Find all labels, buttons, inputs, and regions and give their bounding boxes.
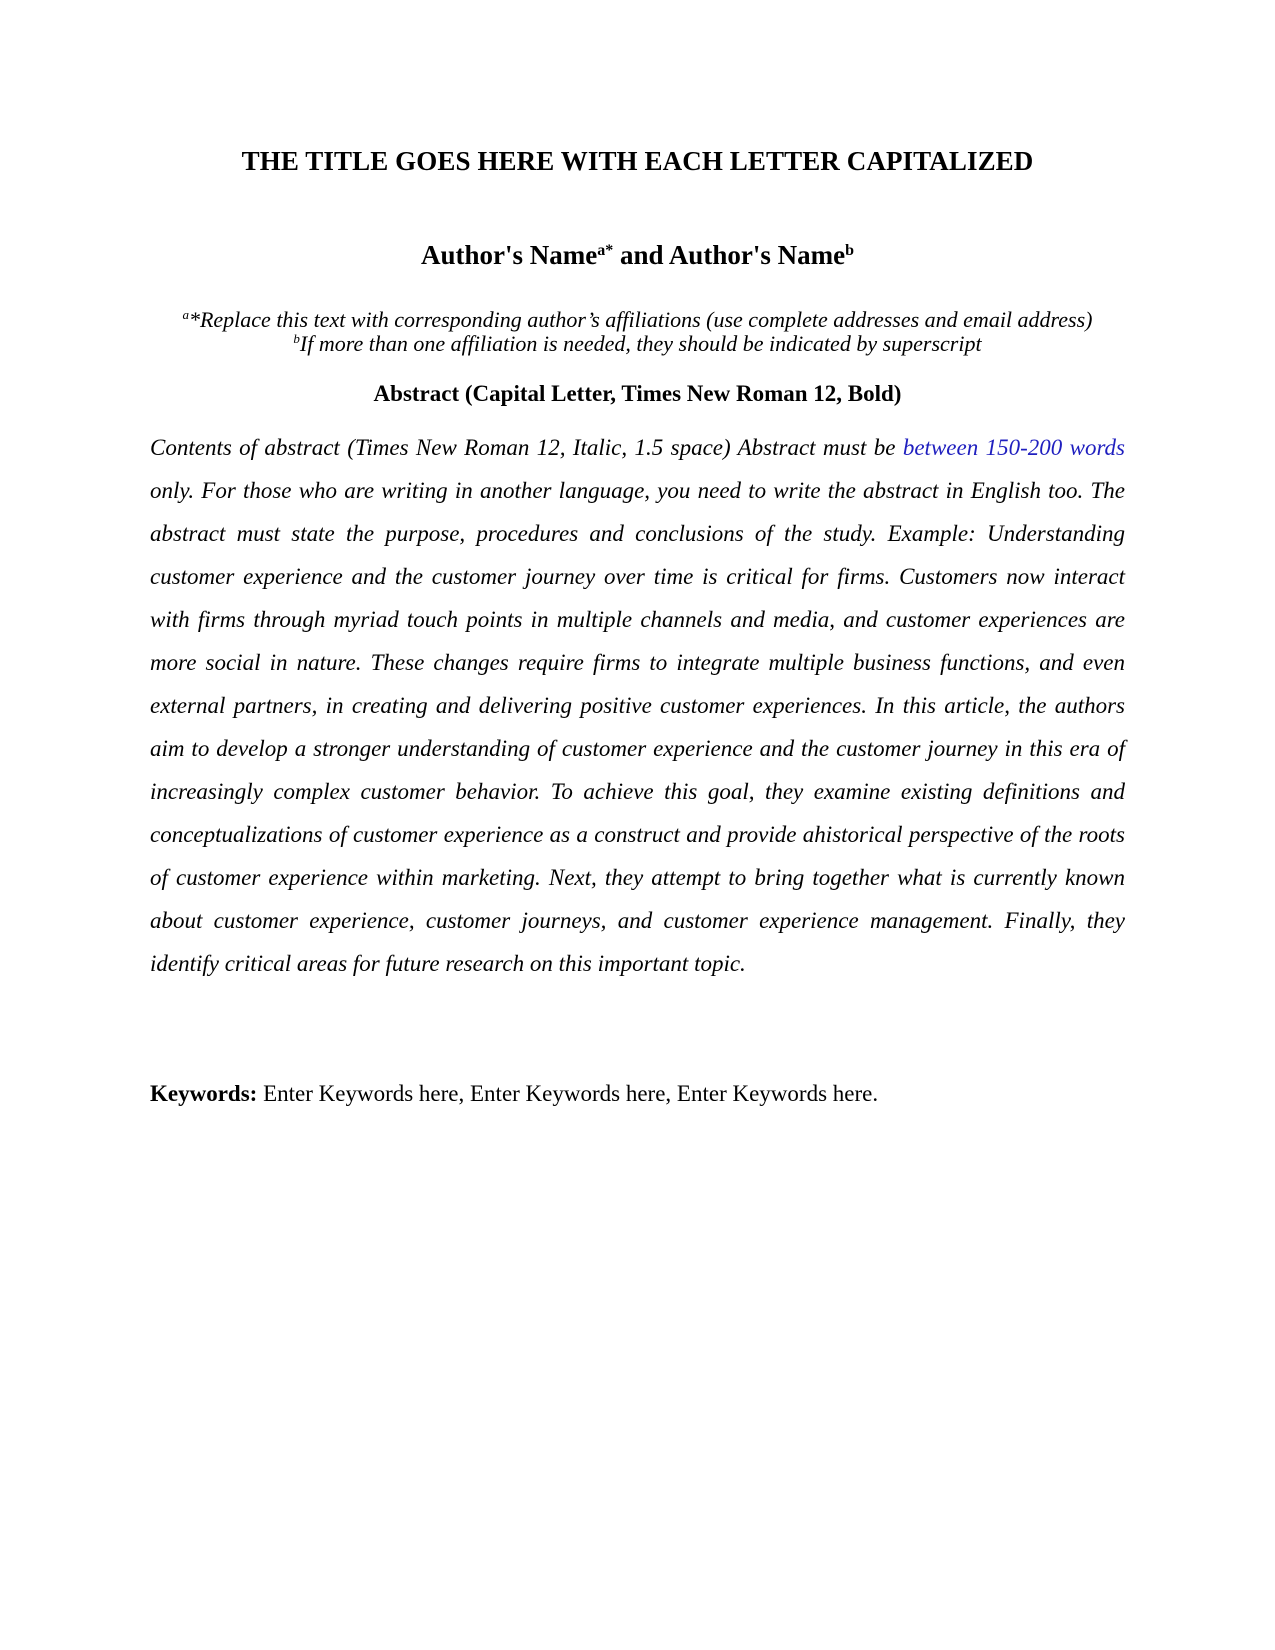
affiliation-b (0, 331, 1275, 357)
author-1-name: Author's Name (421, 240, 598, 270)
affiliation-b-superscript: b (293, 331, 300, 346)
abstract-heading: Abstract (Capital Letter, Times New Roman 12, Bold) (373, 381, 902, 406)
abstract-text: only. For those who are writing in another language, you need to write the abstract in English too. The abstract must state the purpose, procedures and conclusions of the study. Example: Understanding customer experience and the customer journey over time is critical for firms. Customers now interact with firms through myriad touch points in multiple channels and media, and customer experiences are more social in nature. These changes require firms to integrate multiple business functions, and even external partners, in creating and delivering positive customer experiences. In this article, the authors aim to develop a stronger understanding of customer experience and the customer journey in this era of increasingly complex customer behavior. To achieve this goal, they examine existing definitions and conceptualizations of customer experience as a construct and provide ahistorical perspective of the roots of customer experience within marketing. Next, they attempt to bring together what is currently known about customer experience, customer journeys, and customer experience management. Finally, they identify critical areas for future research on this important topic. (150, 478, 1125, 976)
keywords-text: Enter Keywords here, Enter Keywords here, Enter Keywords here. (257, 1081, 879, 1106)
author-connector: and (613, 240, 669, 270)
author-2-name: Author's Name (668, 240, 846, 270)
paper-title: THE TITLE GOES HERE WITH EACH LETTER CAPITALIZED (241, 146, 1034, 176)
affiliation-a (0, 307, 1275, 333)
author-2-superscript: b (845, 242, 854, 259)
author-1-superscript: a* (597, 242, 614, 259)
keywords-line (150, 1081, 1125, 1107)
affiliation-b-text: If more than one affiliation is needed, they should be indicated by superscript (299, 331, 982, 356)
keywords-label: Keywords: (150, 1081, 258, 1106)
affiliation-a-text: *Replace this text with corresponding author’s affiliations (use complete addresses and email address) (188, 307, 1093, 332)
abstract-body (150, 426, 1125, 985)
abstract-intro: Contents of abstract (Times New Roman 12, Italic, 1.5 space) Abstract must be (150, 435, 903, 460)
author-line (0, 240, 1275, 271)
word-limit-highlight: between 150-200 words (902, 435, 1126, 460)
affiliation-a-superscript: a (182, 307, 189, 322)
